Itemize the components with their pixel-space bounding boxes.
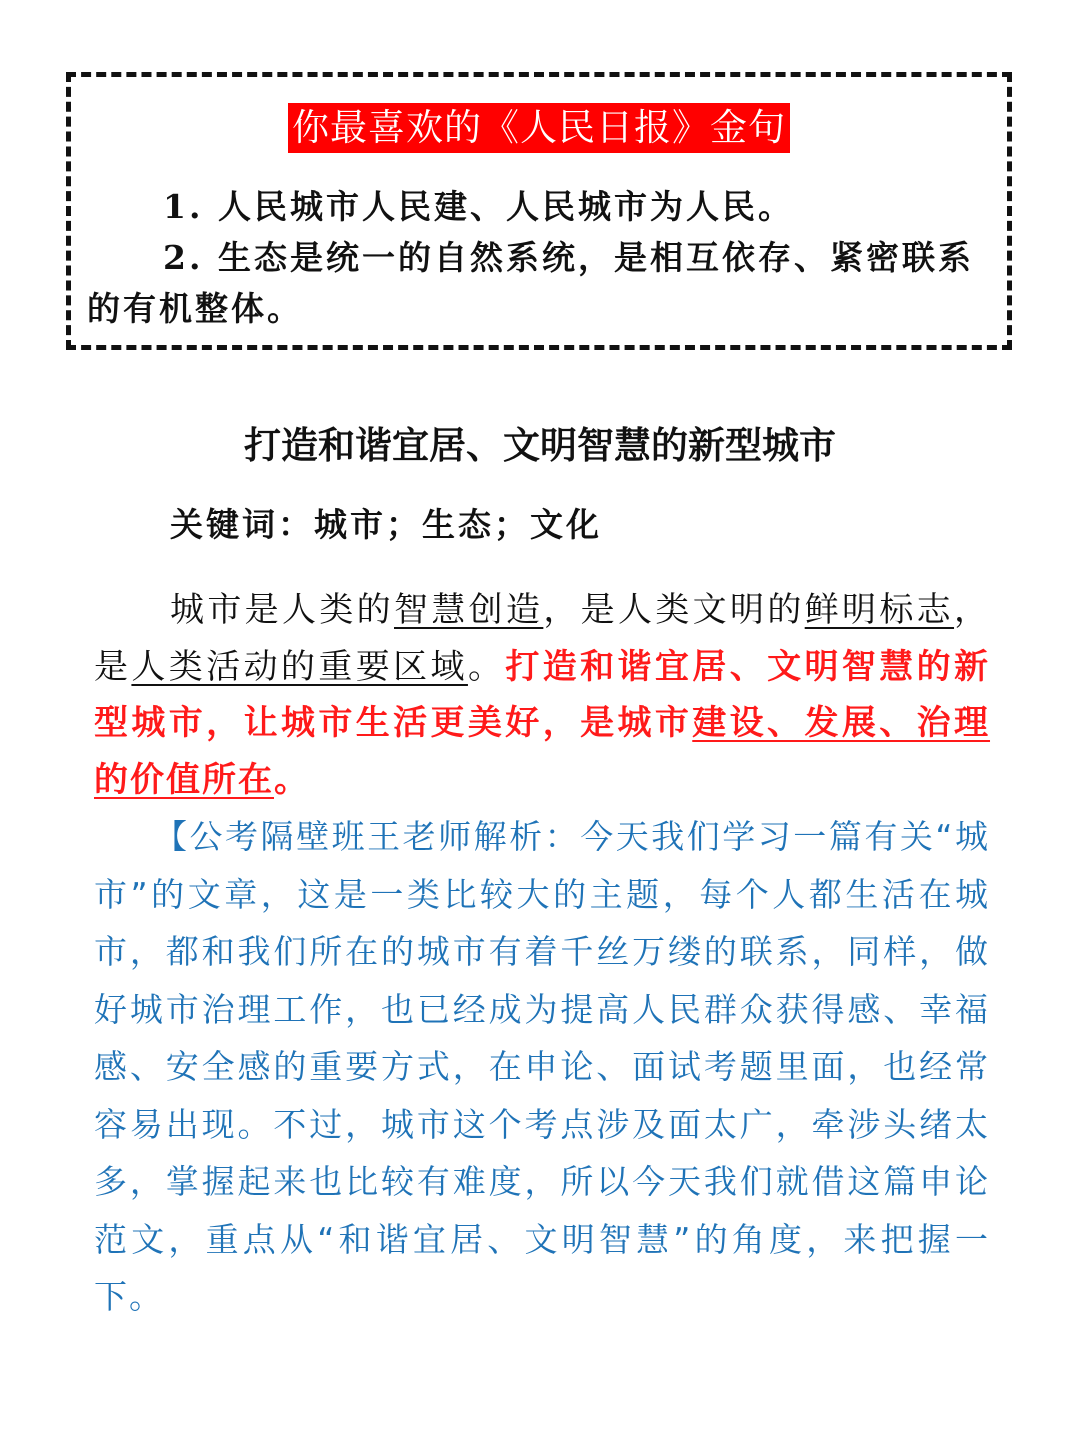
highlighted-sentence: 打造和谐宜居、文明智慧的新型城市，让城市生活更美好，是城市: [94, 646, 991, 743]
quote-title: 你最喜欢的《人民日报》金句: [288, 103, 790, 153]
highlighted-underlined-phrase: 建设、发展、治理的价值所在: [94, 703, 991, 800]
article-paragraph: [94, 582, 990, 808]
section-title: 打造和谐宜居、文明智慧的新型城市: [244, 423, 836, 467]
quote-item-1: 1. 人民城市人民建、人民城市为人民。: [163, 187, 794, 226]
underlined-phrase: 鲜明标志: [804, 590, 955, 630]
teacher-analysis: 【公考隔壁班王老师解析：今天我们学习一篇有关“城市”的文章，这是一类比较大的主题，每个人都生活在城市，都和我们所在的城市有着千丝万缕的联系，同样，做好城市治理工作，也已经成为提高人民群众获得感、幸福感、安全感的重要方式，在申论、面试考题里面，也经常容易出现。不过，城市这个考点涉及面太广，牵涉头绪太多，掌握起来也比较有难度，所以今天我们就借这篇申论范文，重点从“和谐宜居、文明智慧”的角度，来把握一下。: [94, 817, 990, 1316]
golden-quote-box: [66, 72, 1012, 350]
article-text-part: ，是人类文明的: [543, 590, 805, 630]
article-text: [94, 582, 990, 808]
article-text-part: ，是: [94, 590, 991, 687]
quote-item-2: 2. 生态是统一的自然系统，是相互依存、紧密联系的有机整体。: [87, 238, 974, 328]
underlined-phrase: 人类活动的重要区域: [131, 646, 468, 687]
highlighted-period: 。: [274, 759, 310, 800]
keywords-line: 关键词：城市；生态；文化: [170, 505, 602, 544]
quote-title-wrap: [71, 103, 1007, 153]
article-text-part: 城市是人类的: [170, 590, 394, 630]
underlined-phrase: 智慧创造: [394, 590, 544, 630]
article-text-part: 。: [467, 646, 506, 687]
quote-list: [87, 181, 993, 334]
